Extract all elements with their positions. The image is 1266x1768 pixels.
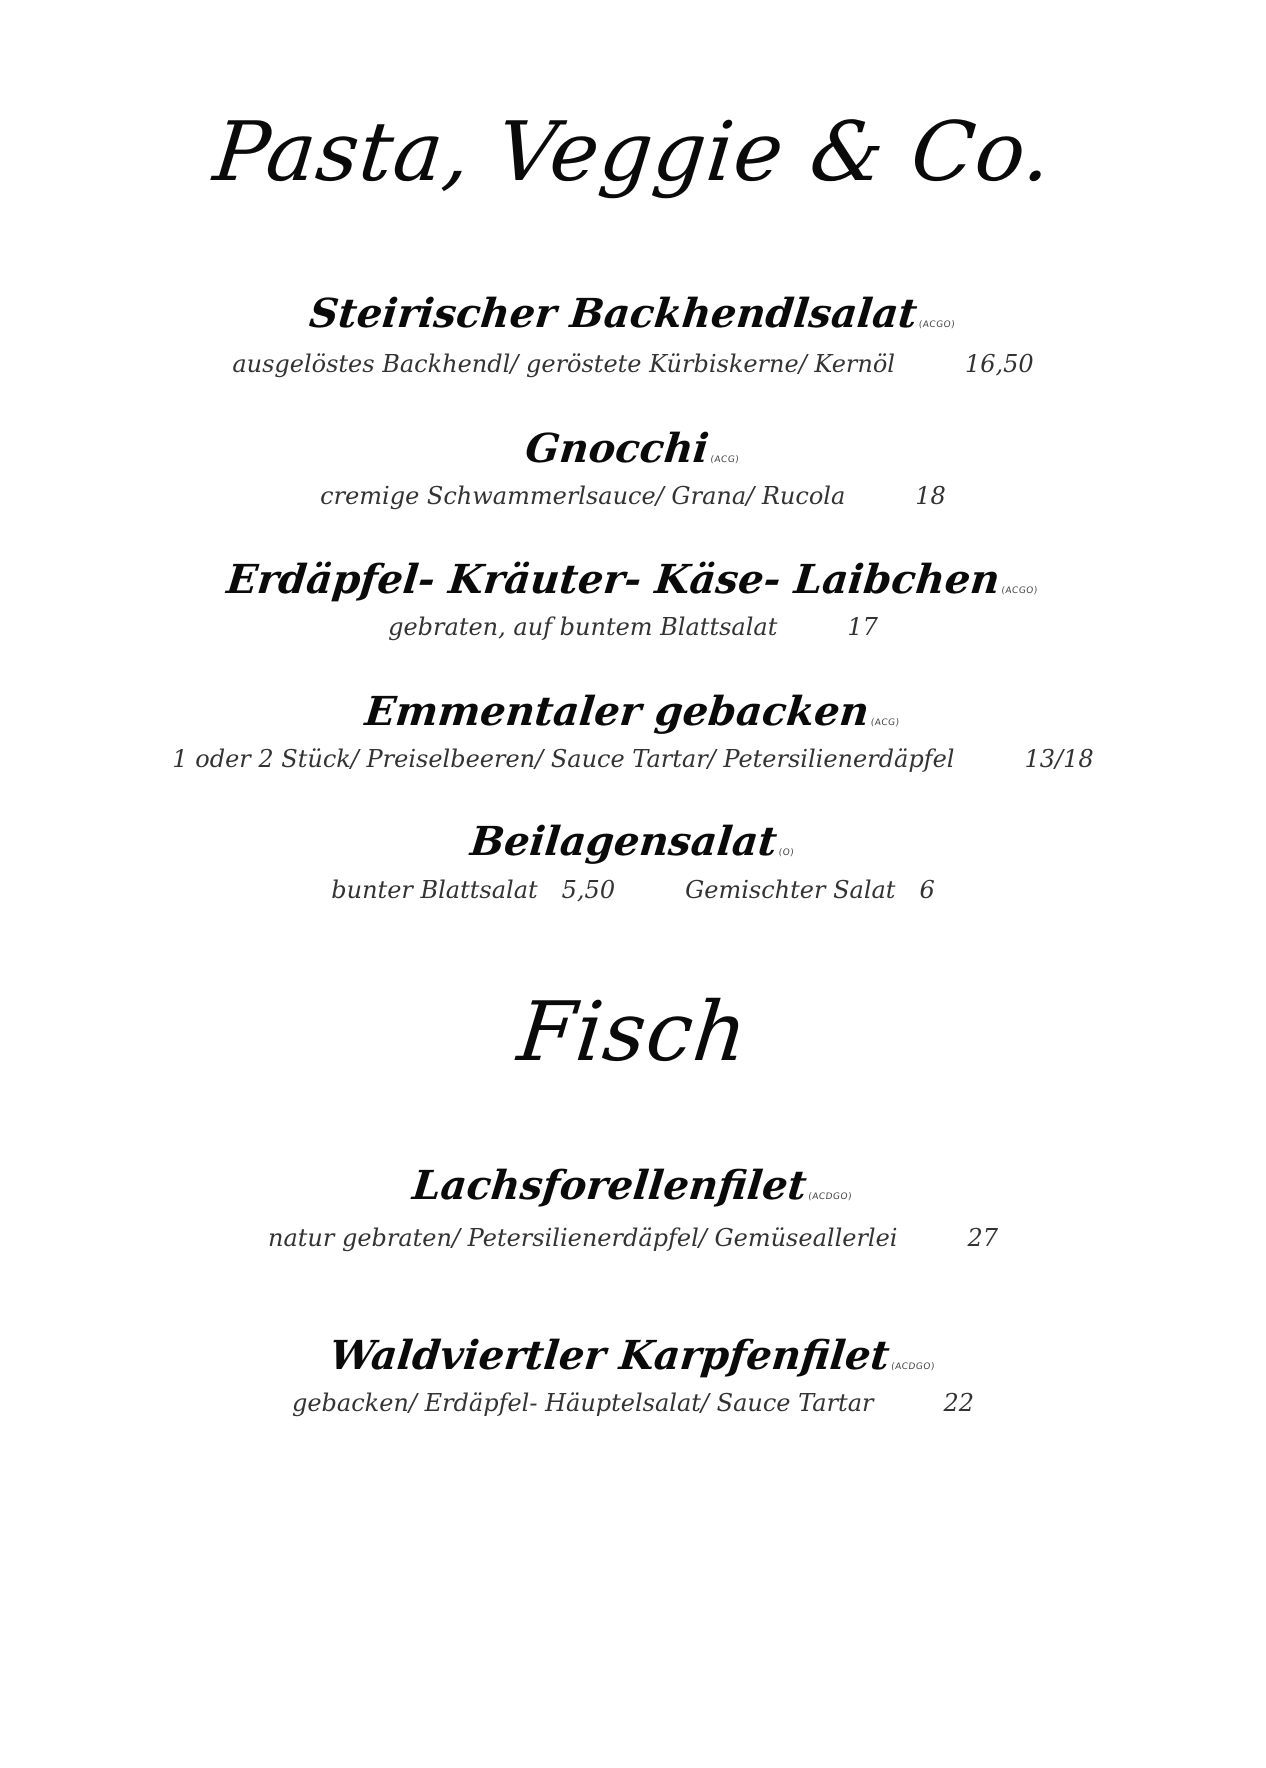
side-option-label: Gemischter Salat	[685, 876, 896, 904]
allergen-code: (ACGO)	[1000, 586, 1039, 596]
dish-name: Gnocchi	[523, 425, 712, 472]
dish-title-laibchen	[0, 556, 1266, 603]
dish-description: cremige Schwammerlsauce/ Grana/ Rucola	[320, 482, 846, 510]
dish-description: gebacken/ Erdäpfel- Häuptelsalat/ Sauce Tartar	[291, 1389, 874, 1417]
section-title-pasta-veggie: Pasta, Veggie & Co.	[209, 105, 1057, 200]
allergen-code: (ACDGO)	[890, 1362, 936, 1372]
allergen-code: (ACG)	[870, 718, 901, 728]
dish-title-lachsforellenfilet	[0, 1162, 1266, 1209]
dish-name: Beilagensalat	[468, 818, 780, 865]
dish-title-emmentaler	[0, 688, 1266, 735]
dish-name: Waldviertler Karpfenfilet	[327, 1332, 892, 1379]
allergen-code: (O)	[778, 848, 795, 858]
dish-name: Erdäpfel- Kräuter- Käse- Laibchen	[224, 556, 1003, 603]
dish-price: 18	[915, 482, 946, 510]
dish-price: 27	[967, 1224, 999, 1252]
dish-line-lachsforellenfilet	[0, 1224, 1266, 1252]
dish-price: 16,50	[964, 350, 1034, 378]
dish-description: 1 oder 2 Stück/ Preiselbeeren/ Sauce Tartar/ Petersilienerdäpfel	[172, 745, 955, 773]
allergen-code: (ACG)	[709, 455, 740, 465]
side-option-price: 5,50	[561, 876, 616, 904]
section-title-fisch: Fisch	[513, 985, 753, 1080]
side-option-price: 6	[919, 876, 935, 904]
dish-price: 17	[847, 613, 878, 641]
dish-description: ausgelöstes Backhendl/ geröstete Kürbiskerne/ Kernöl	[232, 350, 895, 378]
dish-line-laibchen	[0, 613, 1266, 641]
dish-line-backhendlsalat	[0, 350, 1266, 378]
side-option	[685, 876, 935, 904]
dish-line-gnocchi	[0, 482, 1266, 510]
dish-description: natur gebraten/ Petersilienerdäpfel/ Gemüseallerlei	[267, 1224, 898, 1252]
dish-title-beilagensalat	[0, 818, 1266, 865]
dish-title-gnocchi	[0, 425, 1266, 472]
dish-title-karpfenfilet	[0, 1332, 1266, 1379]
dish-price: 13/18	[1024, 745, 1094, 773]
allergen-code: (ACDGO)	[807, 1192, 853, 1202]
dish-name: Emmentaler gebacken	[362, 688, 872, 735]
dish-price: 22	[943, 1389, 975, 1417]
dish-title-backhendlsalat	[0, 290, 1266, 337]
dish-name: Lachsforellenfilet	[410, 1162, 809, 1209]
side-option-label: bunter Blattsalat	[331, 876, 538, 904]
dish-line-karpfenfilet	[0, 1389, 1266, 1417]
dish-line-emmentaler	[0, 745, 1266, 773]
dish-description: gebraten, auf buntem Blattsalat	[388, 613, 778, 641]
dish-name: Steirischer Backhendlsalat	[307, 290, 920, 337]
side-option	[331, 876, 615, 904]
allergen-code: (ACGO)	[918, 320, 956, 330]
dish-line-beilagensalat	[0, 876, 1266, 904]
